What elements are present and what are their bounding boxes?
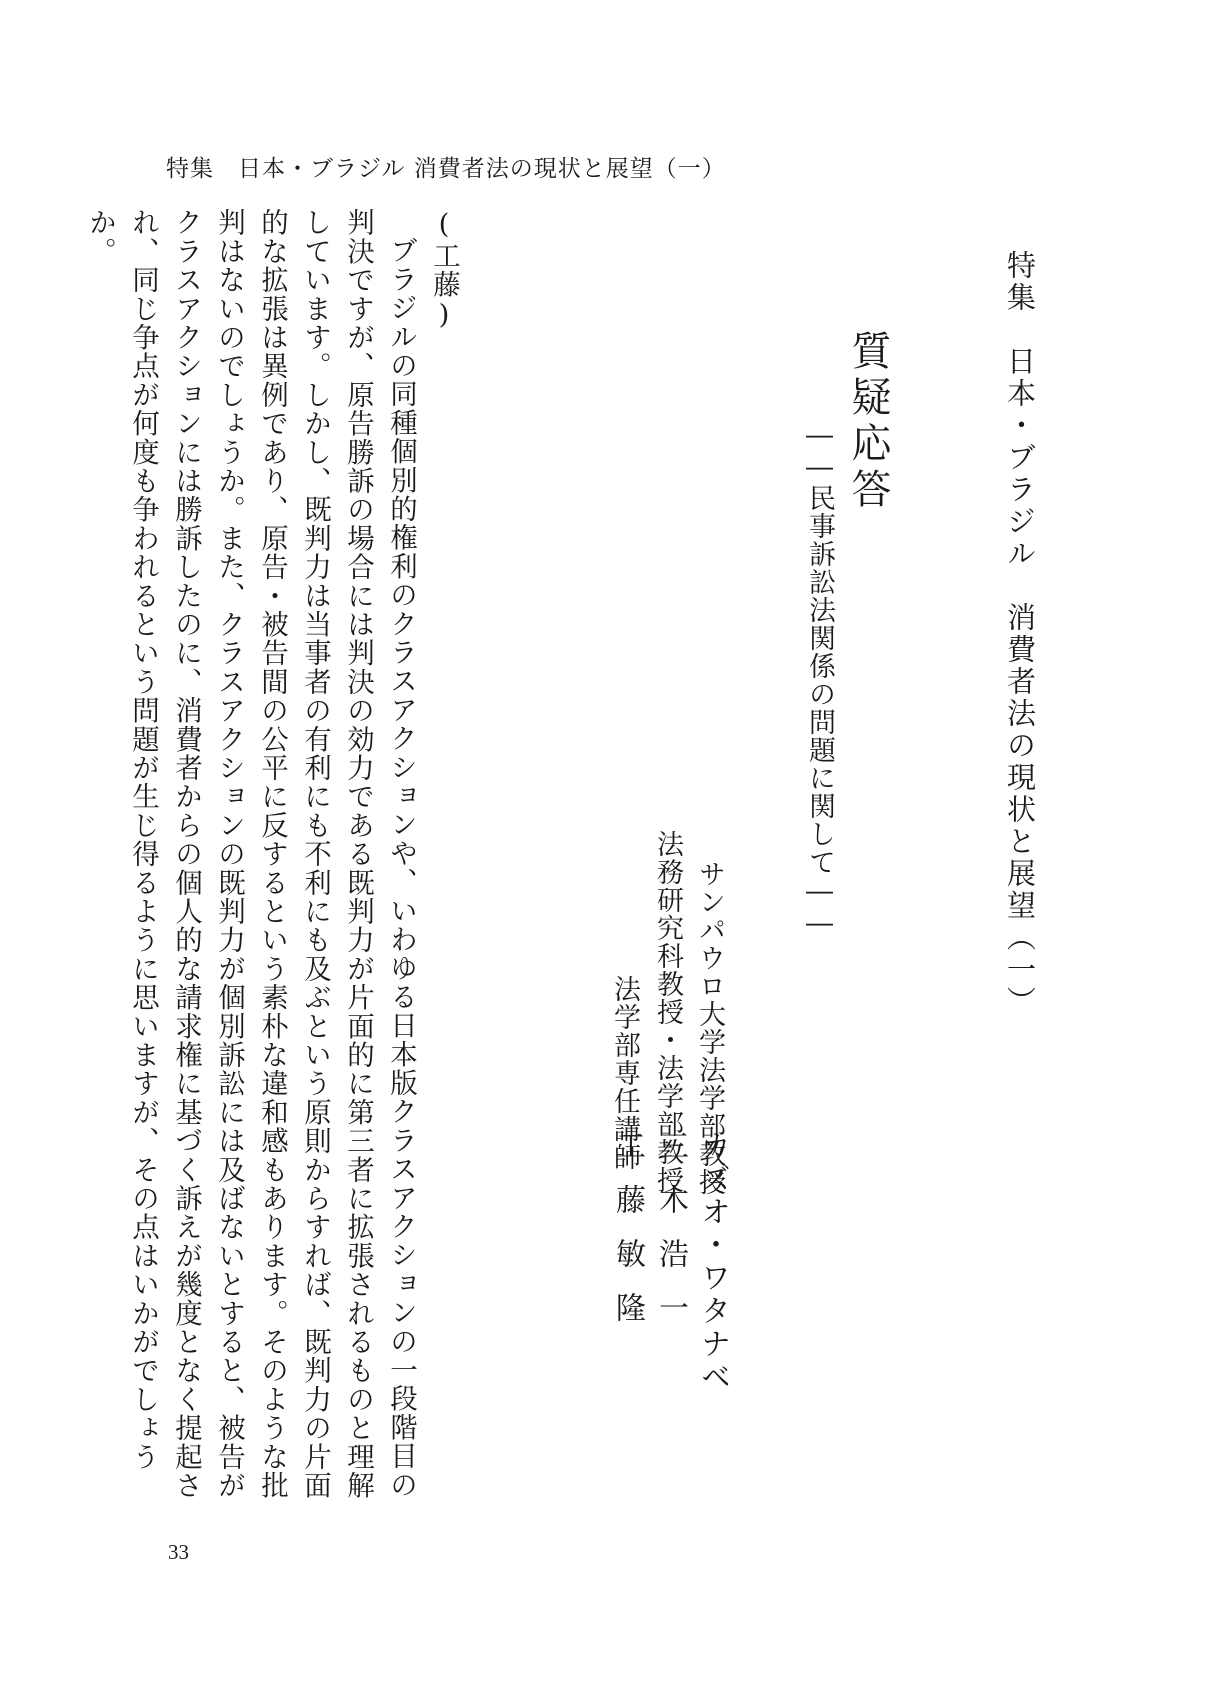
article-title: 質疑応答	[845, 330, 891, 514]
author-name: カズオ・ワタナベ	[695, 1130, 730, 1394]
author-name: 工藤敏隆	[610, 1130, 645, 1346]
speaker-label: (工藤)	[428, 208, 460, 332]
series-title: 特集 日本・ブラジル 消費者法の現状と展望（一）	[1003, 250, 1037, 1018]
author-name: 三木浩一	[653, 1130, 688, 1346]
page-number: 33	[168, 1540, 189, 1564]
body-text	[84, 208, 465, 1508]
author-affiliation: 法務研究科教授・法学部教授	[652, 830, 683, 1194]
running-head: 特集 日本・ブラジル 消費者法の現状と展望（一）	[166, 156, 726, 182]
author-affiliation: 法学部専任講師	[609, 975, 640, 1171]
article-subtitle: ――民事訴訟法関係の問題に関して――	[804, 420, 835, 940]
body-paragraph: ブラジルの同種個別的権利のクラスアクションや、いわゆる日本版クラスアクションの一段階目の判決ですが、原告勝訴の場合には判決の効力である既判力が片面的に第三者に拡張されるものと理解しています。しかし、既判力は当事者の有利にも不利にも及ぶという原則からすれば、既判力の片面的な拡張は異例であり、原告・被告間の公平に反するという素朴な違和感もあります。そのような批判はないのでしょうか。また、クラスアクションの既判力が個別訴訟には及ばないとすると、被告がクラスアクションには勝訴したのに、消費者からの個人的な請求権に基づく訴えが幾度となく提起され、同じ争点が何度も争われるという問題が生じ得るように思いますが、その点はいかがでしょうか。	[84, 208, 417, 1500]
author-affiliation: サンパウロ大学法学部教授	[694, 860, 725, 1196]
